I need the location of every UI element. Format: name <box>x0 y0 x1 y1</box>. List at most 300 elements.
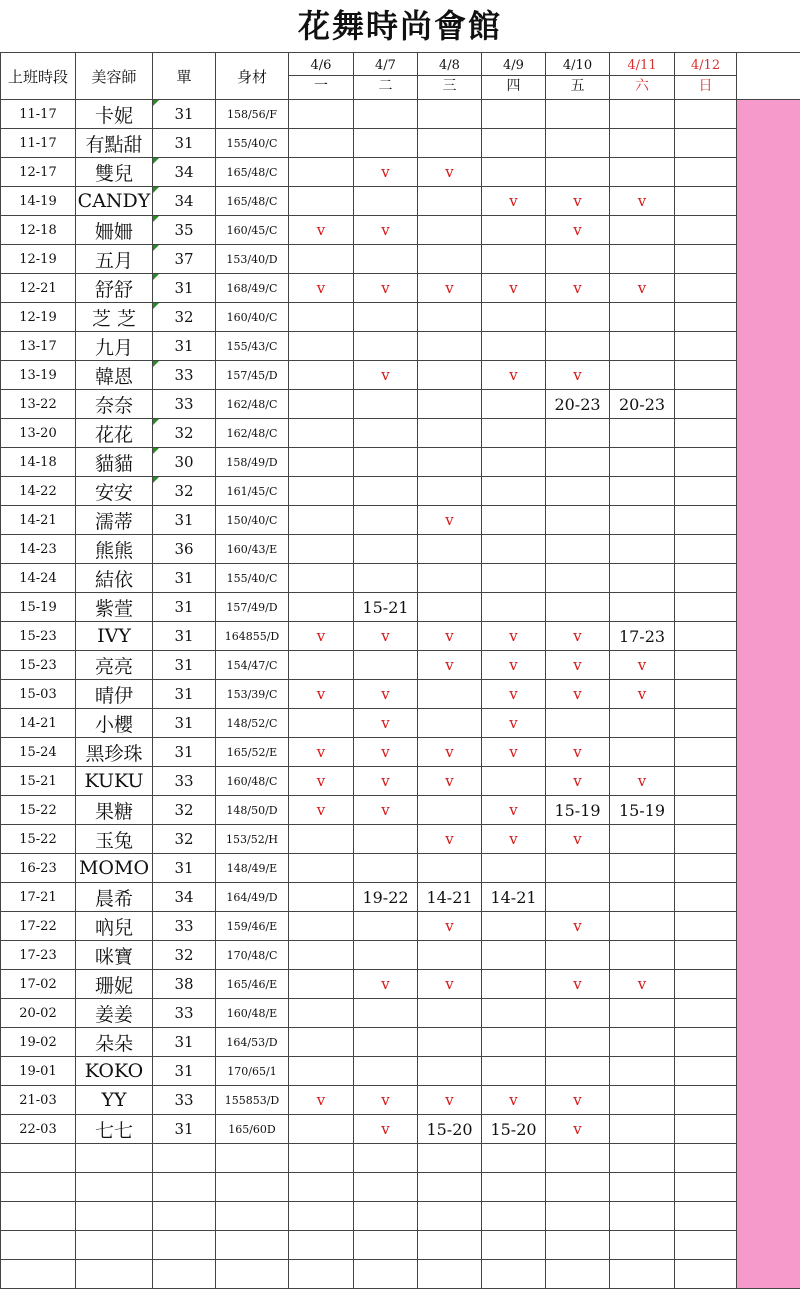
table-row <box>1 912 800 941</box>
availability-cell <box>482 390 546 419</box>
body-cell: 153/52/H <box>216 825 289 854</box>
header-day-label: 二 <box>354 75 417 96</box>
body-cell: 170/48/C <box>216 941 289 970</box>
beautician-name-cell <box>76 361 153 390</box>
availability-cell: v <box>546 970 610 999</box>
availability-cell <box>418 854 482 883</box>
availability-cell <box>354 999 418 1028</box>
shift-cell: 14-22 <box>1 477 76 506</box>
count-value: 32 <box>174 424 193 442</box>
availability-cell <box>354 477 418 506</box>
beautician-name: 吶兒 <box>95 917 133 939</box>
availability-cell: v <box>354 216 418 245</box>
availability-cell <box>610 1115 675 1144</box>
availability-cell <box>610 158 675 187</box>
availability-cell: v <box>546 622 610 651</box>
availability-cell <box>289 970 354 999</box>
shift-cell: 14-23 <box>1 535 76 564</box>
availability-cell <box>675 216 737 245</box>
availability-cell: v <box>354 622 418 651</box>
availability-cell <box>675 854 737 883</box>
shift-cell: 14-18 <box>1 448 76 477</box>
availability-cell: v <box>610 767 675 796</box>
beautician-name: MOMO <box>79 857 149 879</box>
count-cell: 31 <box>153 738 216 767</box>
count-cell: 32 <box>153 941 216 970</box>
empty-cell <box>675 1173 737 1202</box>
availability-cell <box>289 709 354 738</box>
empty-cell <box>354 1144 418 1173</box>
availability-cell: v <box>354 796 418 825</box>
availability-cell: 14-21 <box>482 883 546 912</box>
body-cell: 160/48/E <box>216 999 289 1028</box>
availability-cell <box>546 564 610 593</box>
header-body: 身材 <box>216 53 289 100</box>
availability-cell <box>289 419 354 448</box>
availability-cell <box>354 245 418 274</box>
availability-cell <box>675 477 737 506</box>
shift-cell: 12-17 <box>1 158 76 187</box>
count-cell: 31 <box>153 709 216 738</box>
beautician-name-cell <box>76 1028 153 1057</box>
availability-cell <box>354 535 418 564</box>
beautician-name-cell <box>76 274 153 303</box>
empty-cell <box>546 1144 610 1173</box>
availability-cell <box>354 564 418 593</box>
availability-cell <box>675 738 737 767</box>
beautician-name: 貓貓 <box>95 453 133 475</box>
beautician-name-cell <box>76 651 153 680</box>
count-value: 32 <box>174 308 193 326</box>
availability-cell: v <box>289 216 354 245</box>
availability-cell: 15-21 <box>354 593 418 622</box>
comment-flag-icon <box>153 477 159 483</box>
availability-cell: 17-23 <box>610 622 675 651</box>
availability-cell <box>610 506 675 535</box>
body-cell: 162/48/C <box>216 390 289 419</box>
availability-cell <box>610 825 675 854</box>
availability-cell: v <box>610 187 675 216</box>
empty-cell <box>354 1173 418 1202</box>
header-date-label: 4/7 <box>354 57 417 75</box>
shift-cell: 19-02 <box>1 1028 76 1057</box>
count-value: 32 <box>174 482 193 500</box>
header-shift: 上班時段 <box>1 53 76 100</box>
shift-cell: 14-19 <box>1 187 76 216</box>
availability-cell: v <box>546 912 610 941</box>
count-cell: 31 <box>153 680 216 709</box>
availability-cell <box>482 245 546 274</box>
body-cell: 155853/D <box>216 1086 289 1115</box>
shift-cell: 15-03 <box>1 680 76 709</box>
table-row <box>1 100 800 129</box>
table-row <box>1 419 800 448</box>
availability-cell <box>675 303 737 332</box>
availability-cell <box>482 216 546 245</box>
empty-cell <box>153 1231 216 1260</box>
count-cell: 31 <box>153 332 216 361</box>
availability-cell <box>354 332 418 361</box>
availability-cell <box>610 448 675 477</box>
availability-cell: v <box>546 361 610 390</box>
body-cell: 159/46/E <box>216 912 289 941</box>
table-row <box>1 187 800 216</box>
count-value: 34 <box>174 192 193 210</box>
table-row <box>1 390 800 419</box>
body-cell: 157/49/D <box>216 593 289 622</box>
beautician-name: 咪寶 <box>95 946 133 968</box>
empty-cell <box>675 1260 737 1289</box>
availability-cell: v <box>418 1086 482 1115</box>
shift-cell: 13-17 <box>1 332 76 361</box>
availability-cell <box>418 303 482 332</box>
availability-cell: 15-20 <box>418 1115 482 1144</box>
availability-cell: v <box>418 912 482 941</box>
availability-cell: v <box>482 187 546 216</box>
body-cell: 148/52/C <box>216 709 289 738</box>
empty-cell <box>354 1231 418 1260</box>
availability-cell <box>289 593 354 622</box>
availability-cell <box>418 564 482 593</box>
empty-cell <box>610 1260 675 1289</box>
availability-cell <box>418 680 482 709</box>
availability-cell <box>289 564 354 593</box>
body-cell: 155/40/C <box>216 129 289 158</box>
availability-cell <box>482 100 546 129</box>
header-date-label: 4/6 <box>289 57 353 75</box>
empty-cell <box>289 1231 354 1260</box>
availability-cell <box>289 245 354 274</box>
empty-cell <box>153 1202 216 1231</box>
shift-cell: 14-21 <box>1 506 76 535</box>
table-row <box>1 941 800 970</box>
beautician-name-cell <box>76 303 153 332</box>
header-day-label: 日 <box>675 75 736 96</box>
empty-cell <box>289 1260 354 1289</box>
beautician-name: 安安 <box>95 482 133 504</box>
availability-cell <box>610 1057 675 1086</box>
shift-cell: 17-02 <box>1 970 76 999</box>
beautician-name-cell <box>76 158 153 187</box>
beautician-name: 亮亮 <box>95 656 133 678</box>
header-day-label: 四 <box>482 75 545 96</box>
header-day-label: 六 <box>610 75 674 96</box>
availability-cell <box>610 1028 675 1057</box>
availability-cell <box>675 825 737 854</box>
availability-cell: v <box>418 158 482 187</box>
availability-cell <box>610 564 675 593</box>
availability-cell: v <box>289 767 354 796</box>
table-row <box>1 506 800 535</box>
table-row <box>1 883 800 912</box>
table-row <box>1 622 800 651</box>
count-cell: 38 <box>153 970 216 999</box>
availability-cell <box>418 796 482 825</box>
availability-cell <box>675 970 737 999</box>
count-cell: 36 <box>153 535 216 564</box>
table-row <box>1 361 800 390</box>
availability-cell <box>675 941 737 970</box>
availability-cell: v <box>354 1115 418 1144</box>
count-value: 31 <box>174 105 193 123</box>
beautician-name-cell <box>76 970 153 999</box>
shift-cell: 19-01 <box>1 1057 76 1086</box>
availability-cell: v <box>418 506 482 535</box>
empty-cell <box>216 1202 289 1231</box>
availability-cell <box>546 883 610 912</box>
availability-cell <box>675 796 737 825</box>
availability-cell: v <box>482 680 546 709</box>
availability-cell <box>482 854 546 883</box>
availability-cell <box>610 854 675 883</box>
shift-cell: 16-23 <box>1 854 76 883</box>
table-row <box>1 564 800 593</box>
availability-cell <box>418 332 482 361</box>
availability-cell <box>418 216 482 245</box>
header-sidebar <box>737 53 800 100</box>
body-cell: 160/45/C <box>216 216 289 245</box>
empty-cell <box>418 1173 482 1202</box>
availability-cell <box>418 1028 482 1057</box>
availability-cell <box>289 448 354 477</box>
availability-cell <box>289 477 354 506</box>
availability-cell <box>418 535 482 564</box>
empty-cell <box>418 1231 482 1260</box>
availability-cell <box>482 564 546 593</box>
beautician-name-cell <box>76 419 153 448</box>
availability-cell <box>418 100 482 129</box>
empty-cell <box>482 1202 546 1231</box>
count-cell <box>153 158 216 187</box>
availability-cell <box>610 477 675 506</box>
availability-cell: v <box>418 651 482 680</box>
availability-cell <box>289 332 354 361</box>
availability-cell <box>482 477 546 506</box>
shift-cell: 13-20 <box>1 419 76 448</box>
empty-cell <box>76 1202 153 1231</box>
availability-cell <box>289 883 354 912</box>
availability-cell <box>289 129 354 158</box>
empty-cell <box>418 1202 482 1231</box>
header-row <box>1 53 800 100</box>
body-cell: 154/47/C <box>216 651 289 680</box>
availability-cell: v <box>546 1115 610 1144</box>
empty-cell <box>354 1260 418 1289</box>
beautician-name: 晴伊 <box>95 685 133 707</box>
availability-cell <box>546 303 610 332</box>
availability-cell: v <box>418 970 482 999</box>
availability-cell <box>482 1057 546 1086</box>
availability-cell <box>354 303 418 332</box>
empty-cell <box>1 1144 76 1173</box>
availability-cell: v <box>418 738 482 767</box>
empty-cell <box>610 1144 675 1173</box>
empty-cell <box>546 1231 610 1260</box>
availability-cell <box>418 593 482 622</box>
beautician-name: 紫萱 <box>95 598 133 620</box>
availability-cell: v <box>354 1086 418 1115</box>
empty-cell <box>675 1202 737 1231</box>
availability-cell <box>546 1057 610 1086</box>
availability-cell <box>418 477 482 506</box>
availability-cell <box>675 1028 737 1057</box>
body-cell: 157/45/D <box>216 361 289 390</box>
availability-cell: v <box>289 680 354 709</box>
header-beautician: 美容師 <box>76 53 153 100</box>
availability-cell: v <box>482 622 546 651</box>
body-cell: 158/49/D <box>216 448 289 477</box>
count-cell: 31 <box>153 854 216 883</box>
availability-cell <box>675 912 737 941</box>
header-date-label: 4/8 <box>418 57 481 75</box>
availability-cell: v <box>610 970 675 999</box>
beautician-name: IVY <box>97 625 131 647</box>
header-date-1 <box>354 53 418 100</box>
availability-cell <box>482 158 546 187</box>
availability-cell <box>610 419 675 448</box>
availability-cell <box>675 651 737 680</box>
count-cell: 31 <box>153 506 216 535</box>
availability-cell <box>675 1115 737 1144</box>
empty-cell <box>675 1144 737 1173</box>
availability-cell <box>289 361 354 390</box>
availability-cell <box>482 941 546 970</box>
beautician-name: KOKO <box>85 1060 144 1082</box>
availability-cell: v <box>482 738 546 767</box>
beautician-name: 晨希 <box>95 888 133 910</box>
availability-cell <box>675 129 737 158</box>
availability-cell <box>482 1028 546 1057</box>
body-cell: 165/52/E <box>216 738 289 767</box>
availability-cell <box>482 448 546 477</box>
availability-cell: v <box>546 187 610 216</box>
comment-flag-icon <box>153 419 159 425</box>
availability-cell <box>354 854 418 883</box>
availability-cell <box>675 883 737 912</box>
count-value: 30 <box>174 453 193 471</box>
availability-cell <box>546 477 610 506</box>
empty-cell <box>289 1144 354 1173</box>
count-cell: 31 <box>153 651 216 680</box>
beautician-name: 韓恩 <box>95 366 133 388</box>
shift-cell: 11-17 <box>1 129 76 158</box>
availability-cell <box>546 245 610 274</box>
empty-cell <box>418 1144 482 1173</box>
page-title: 花舞時尚會館 <box>0 0 800 52</box>
header-date-0 <box>289 53 354 100</box>
table-row <box>1 970 800 999</box>
beautician-name-cell <box>76 709 153 738</box>
beautician-name: CANDY <box>78 190 151 212</box>
table-row <box>1 216 800 245</box>
availability-cell: v <box>482 651 546 680</box>
availability-cell: v <box>289 274 354 303</box>
table-row <box>1 303 800 332</box>
availability-cell <box>482 912 546 941</box>
table-row <box>1 825 800 854</box>
availability-cell <box>289 912 354 941</box>
count-value: 31 <box>174 279 193 297</box>
availability-cell <box>675 564 737 593</box>
beautician-name: KUKU <box>84 770 143 792</box>
beautician-name: 果糖 <box>95 801 133 823</box>
body-cell: 148/49/E <box>216 854 289 883</box>
comment-flag-icon <box>153 361 159 367</box>
table-row <box>1 1028 800 1057</box>
table-row <box>1 535 800 564</box>
availability-cell: v <box>610 680 675 709</box>
header-day-label: 一 <box>289 75 353 96</box>
count-value: 37 <box>174 250 193 268</box>
beautician-name: 九月 <box>95 337 133 359</box>
availability-cell: v <box>289 1086 354 1115</box>
availability-cell: v <box>610 651 675 680</box>
empty-cell <box>610 1173 675 1202</box>
body-cell: 155/40/C <box>216 564 289 593</box>
count-value: 34 <box>174 163 193 181</box>
shift-cell: 22-03 <box>1 1115 76 1144</box>
table-row <box>1 709 800 738</box>
count-cell: 31 <box>153 593 216 622</box>
availability-cell <box>675 390 737 419</box>
availability-cell <box>418 999 482 1028</box>
beautician-name-cell <box>76 1057 153 1086</box>
beautician-name: 朵朵 <box>95 1033 133 1055</box>
availability-cell <box>546 129 610 158</box>
availability-cell <box>546 448 610 477</box>
shift-cell: 20-02 <box>1 999 76 1028</box>
availability-cell <box>482 535 546 564</box>
availability-cell: v <box>354 709 418 738</box>
empty-cell <box>482 1144 546 1173</box>
empty-cell <box>418 1260 482 1289</box>
availability-cell <box>675 535 737 564</box>
beautician-name: 熊熊 <box>95 540 133 562</box>
empty-cell <box>153 1144 216 1173</box>
availability-cell: 14-21 <box>418 883 482 912</box>
availability-cell <box>482 332 546 361</box>
header-date-2 <box>418 53 482 100</box>
availability-cell <box>289 506 354 535</box>
availability-cell <box>289 390 354 419</box>
pink-sidebar <box>737 100 800 1289</box>
count-cell <box>153 216 216 245</box>
availability-cell <box>675 158 737 187</box>
beautician-name-cell <box>76 129 153 158</box>
availability-cell <box>610 535 675 564</box>
availability-cell <box>354 129 418 158</box>
availability-cell: v <box>289 738 354 767</box>
body-cell: 160/43/E <box>216 535 289 564</box>
beautician-name-cell <box>76 854 153 883</box>
availability-cell <box>289 100 354 129</box>
availability-cell: v <box>482 274 546 303</box>
availability-cell <box>675 999 737 1028</box>
availability-cell <box>482 593 546 622</box>
beautician-name-cell <box>76 100 153 129</box>
empty-cell <box>546 1173 610 1202</box>
availability-cell: v <box>546 825 610 854</box>
body-cell: 165/48/C <box>216 158 289 187</box>
shift-cell: 13-19 <box>1 361 76 390</box>
shift-cell: 13-22 <box>1 390 76 419</box>
beautician-name-cell <box>76 1086 153 1115</box>
empty-cell <box>216 1173 289 1202</box>
availability-cell <box>289 535 354 564</box>
count-cell: 32 <box>153 796 216 825</box>
body-cell: 164855/D <box>216 622 289 651</box>
shift-cell: 21-03 <box>1 1086 76 1115</box>
